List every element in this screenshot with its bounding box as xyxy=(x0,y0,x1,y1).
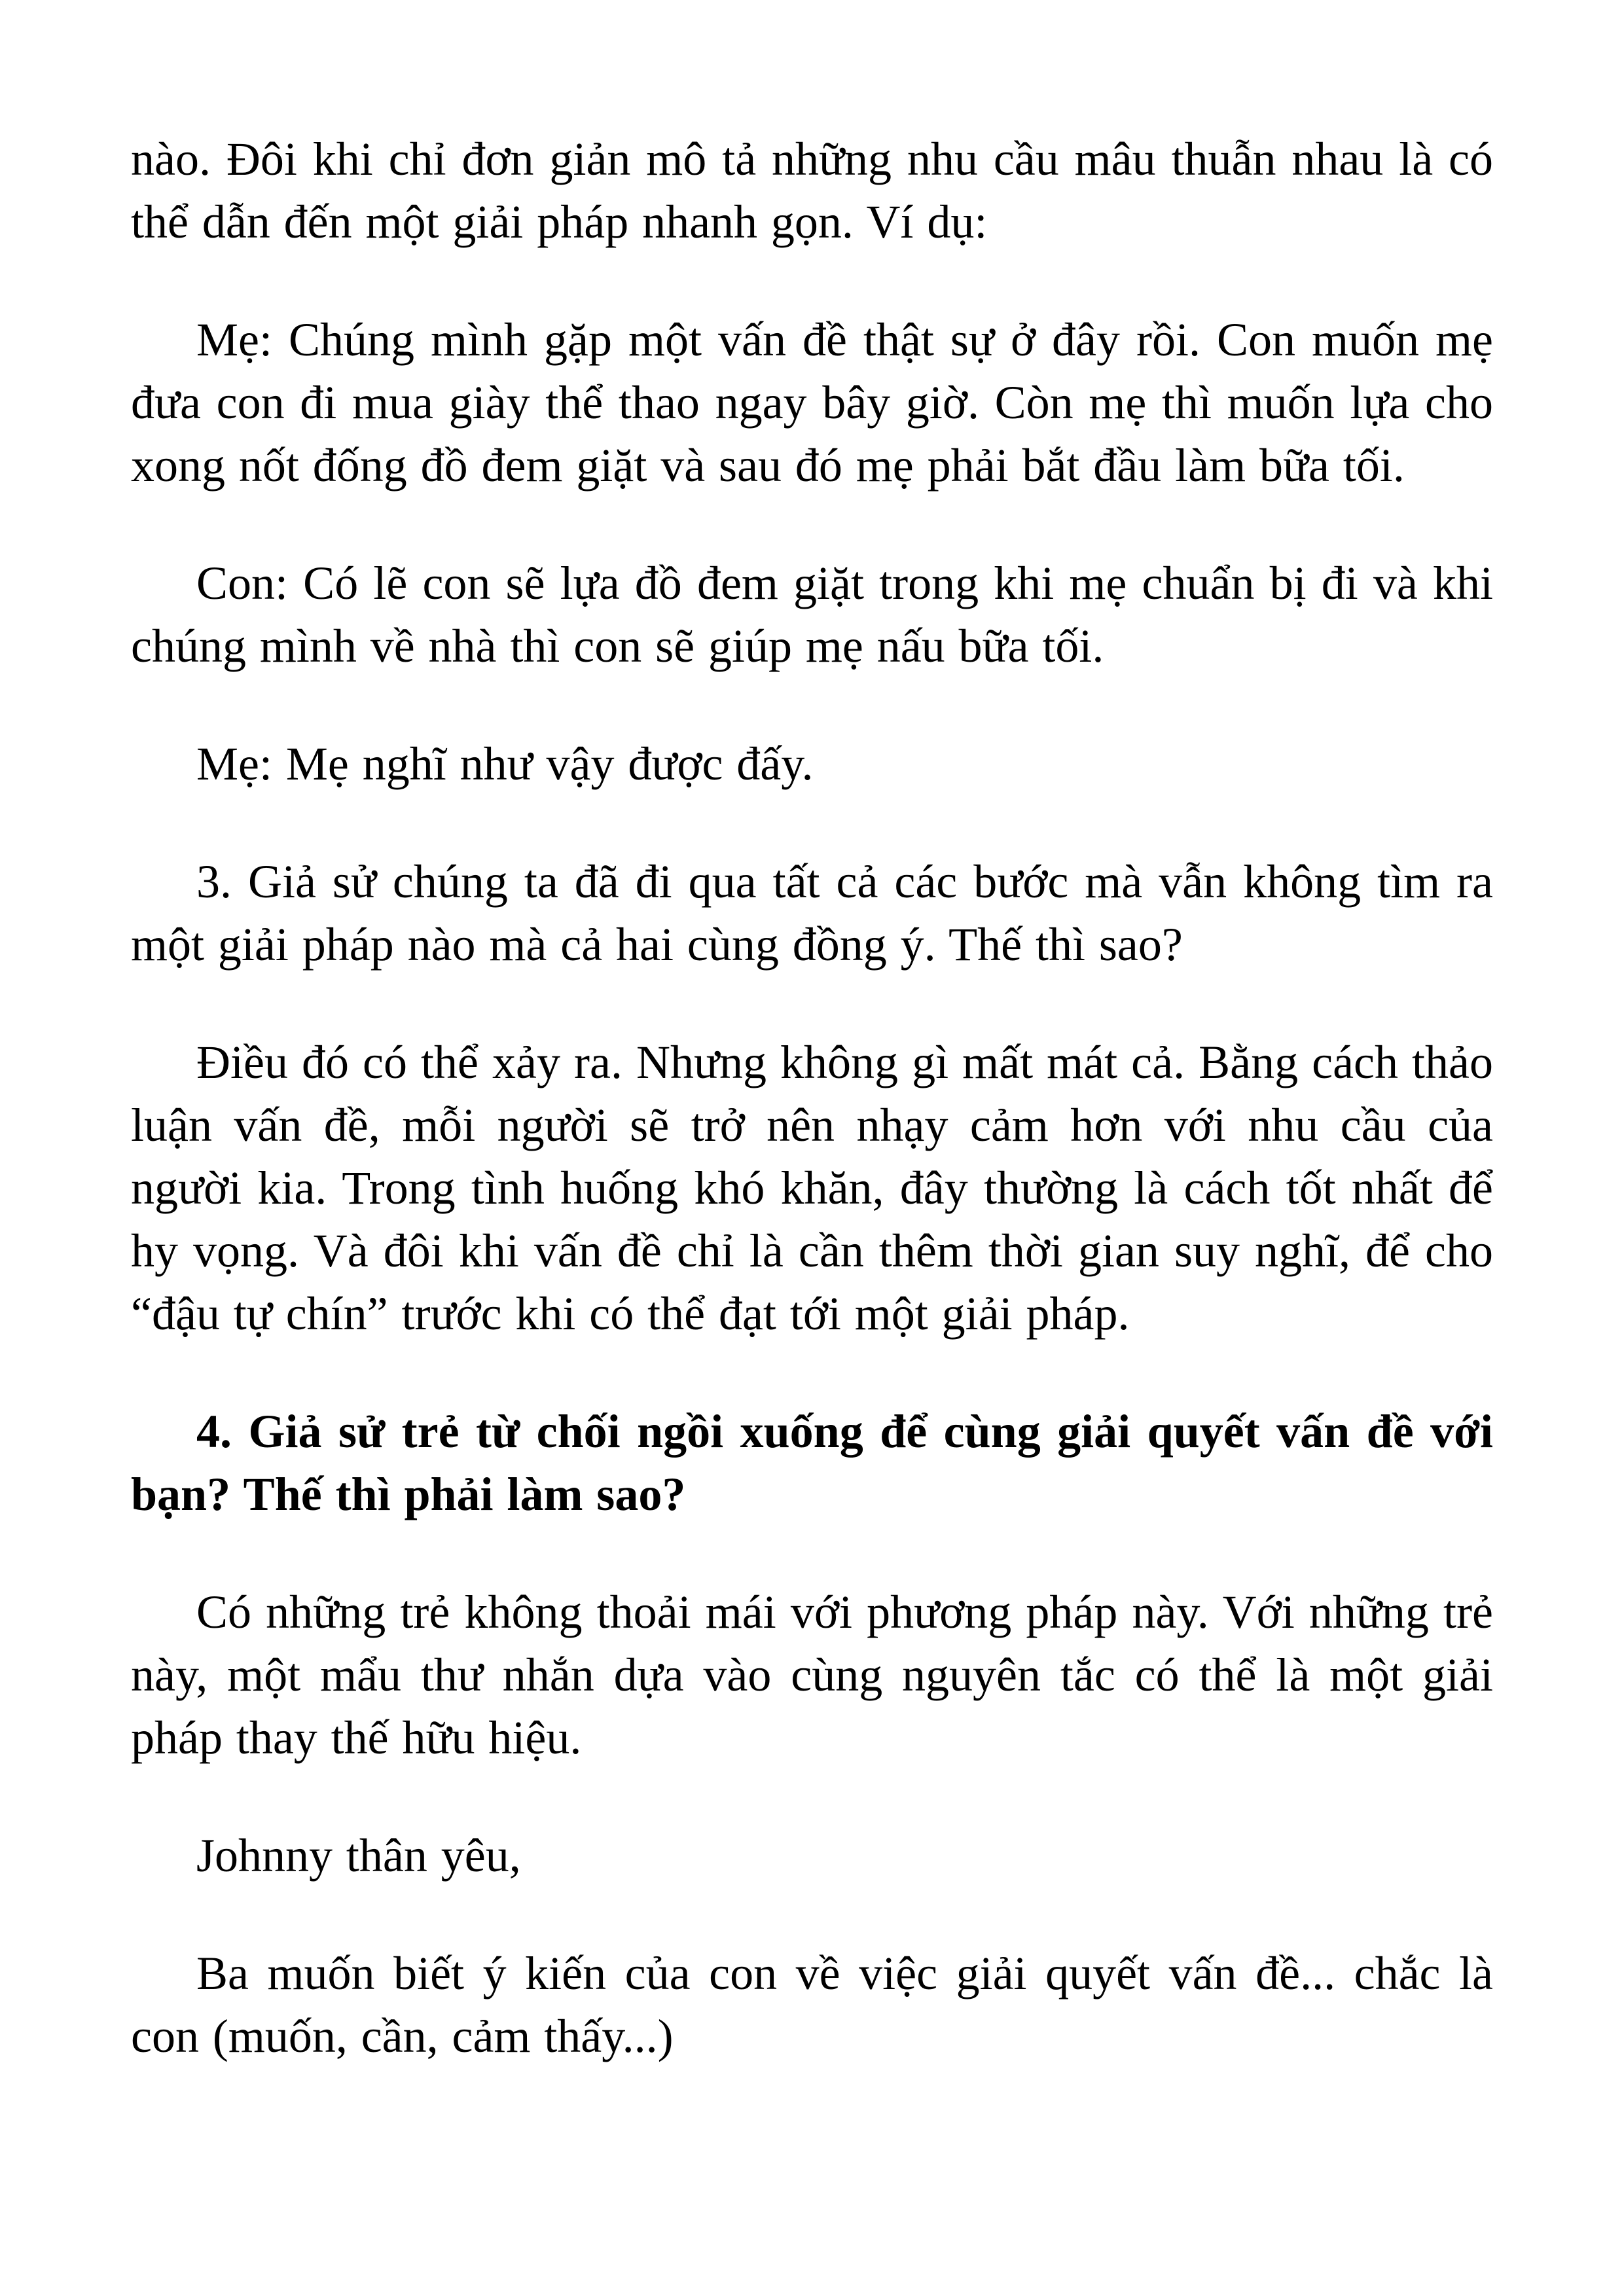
paragraph-question-3: 3. Giả sử chúng ta đã đi qua tất cả các bước mà vẫn không tìm ra một giải pháp nào mà cả hai cùng đồng ý. Thế thì sao? xyxy=(131,855,1493,971)
paragraph-answer-4: Có những trẻ không thoải mái với phương pháp này. Với những trẻ này, một mẩu thư nhắn dựa vào cùng nguyên tắc có thể là một giải pháp thay thế hữu hiệu. xyxy=(131,1586,1493,1764)
paragraph-dialog-con: Con: Có lẽ con sẽ lựa đồ đem giặt trong khi mẹ chuẩn bị đi và khi chúng mình về nhà thì con sẽ giúp mẹ nấu bữa tối. xyxy=(131,557,1493,672)
paragraph-dialog-me-1: Mẹ: Chúng mình gặp một vấn đề thật sự ở đây rồi. Con muốn mẹ đưa con đi mua giày thể thao ngay bây giờ. Còn mẹ thì muốn lựa cho xong nốt đống đồ đem giặt và sau đó mẹ phải bắt đầu làm bữa tối. xyxy=(131,314,1493,492)
paragraph-letter-salutation: Johnny thân yêu, xyxy=(196,1829,521,1882)
text-block xyxy=(131,128,1493,2068)
paragraph-continuation: nào. Đôi khi chỉ đơn giản mô tả những nhu cầu mâu thuẫn nhau là có thể dẫn đến một giải pháp nhanh gọn. Ví dụ: xyxy=(131,133,1493,248)
paragraph-question-4-heading: 4. Giả sử trẻ từ chối ngồi xuống để cùng giải quyết vấn đề với bạn? Thế thì phải làm sao? xyxy=(131,1405,1493,1520)
paragraph-answer-3: Điều đó có thể xảy ra. Nhưng không gì mất mát cả. Bằng cách thảo luận vấn đề, mỗi người sẽ trở nên nhạy cảm hơn với nhu cầu của người kia. Trong tình huống khó khăn, đây thường là cách tốt nhất để hy vọng. Và đôi khi vấn đề chỉ là cần thêm thời gian suy nghĩ, để cho “đậu tự chín” trước khi có thể đạt tới một giải pháp. xyxy=(131,1036,1493,1340)
paragraph-letter-body: Ba muốn biết ý kiến của con về việc giải quyết vấn đề... chắc là con (muốn, cần, cảm thấy...) xyxy=(131,1947,1493,2062)
paragraph-dialog-me-2: Mẹ: Mẹ nghĩ như vậy được đấy. xyxy=(196,738,814,790)
